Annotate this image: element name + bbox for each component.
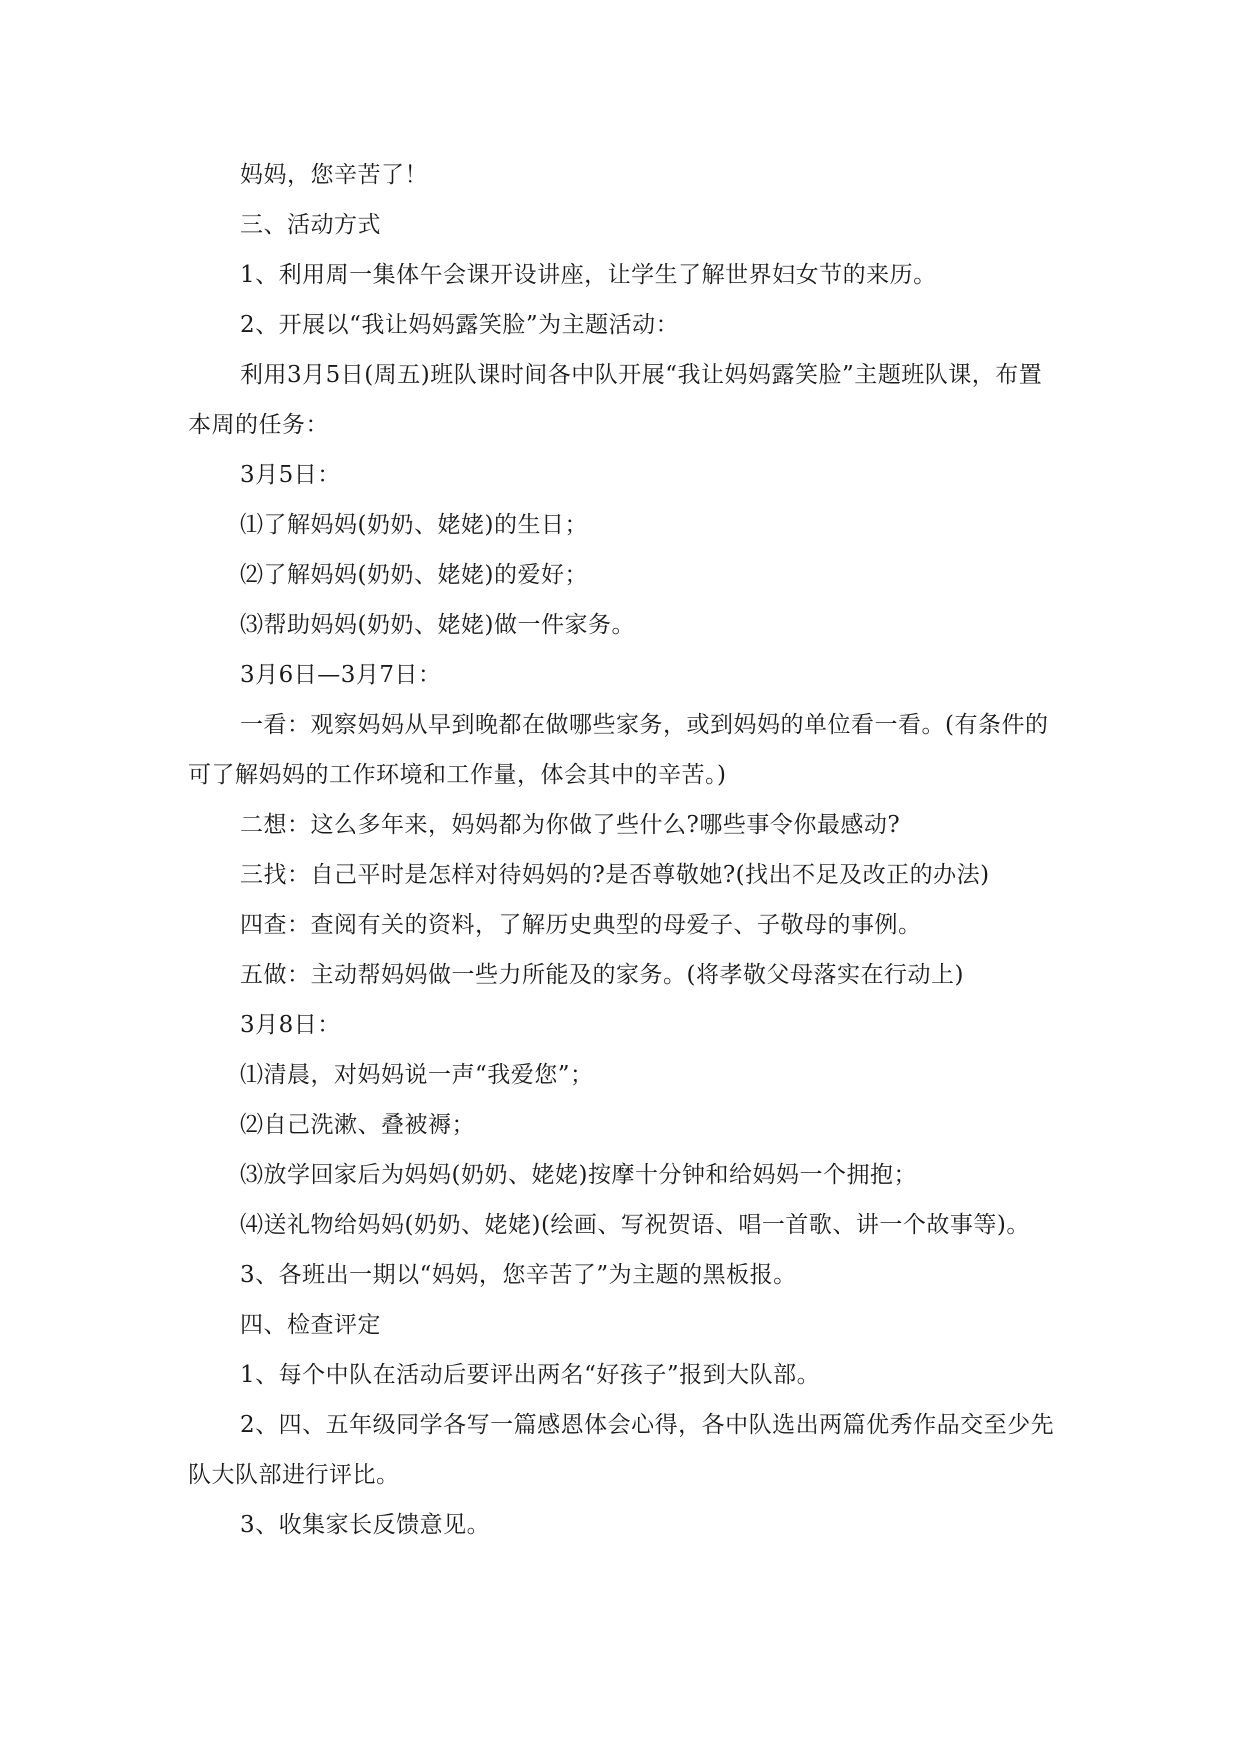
list-item: ⑶放学回家后为妈妈(奶奶、姥姥)按摩十分钟和给妈妈一个拥抱；	[240, 1162, 917, 1188]
list-item: ⑷送礼物给妈妈(奶奶、姥姥)(绘画、写祝贺语、唱一首歌、讲一个故事等)。	[240, 1212, 1030, 1238]
list-item: ⑵了解妈妈(奶奶、姥姥)的爱好；	[240, 562, 588, 588]
paragraph: 3、收集家长反馈意见。	[240, 1512, 491, 1538]
paragraph: 利用3月5日(周五)班队课时间各中队开展“我让妈妈露笑脸”主题班队课，布置本周的任务：	[188, 362, 1043, 438]
paragraph: 3月5日：	[240, 462, 341, 488]
paragraph: 妈妈，您辛苦了！	[240, 162, 428, 188]
list-item: ⑵自己洗漱、叠被褥；	[240, 1112, 475, 1138]
paragraph: 2、四、五年级同学各写一篇感恩体会心得，各中队选出两篇优秀作品交至少先队大队部进行评比。	[188, 1412, 1055, 1488]
list-item: ⑶帮助妈妈(奶奶、姥姥)做一件家务。	[240, 612, 635, 638]
list-item: ⑴清晨，对妈妈说一声“我爱您”；	[240, 1062, 594, 1088]
paragraph: 1、每个中队在活动后要评出两名“好孩子”报到大队部。	[240, 1362, 821, 1388]
paragraph: 2、开展以“我让妈妈露笑脸”为主题活动：	[240, 312, 680, 338]
paragraph: 五做：主动帮妈妈做一些力所能及的家务。(将孝敬父母落实在行动上)	[240, 962, 964, 988]
paragraph: 3月6日—3月7日：	[240, 662, 442, 688]
paragraph: 一看：观察妈妈从早到晚都在做哪些家务，或到妈妈的单位看一看。(有条件的可了解妈妈的工作环境和工作量，体会其中的辛苦。)	[188, 712, 1049, 788]
paragraph: 1、利用周一集体午会课开设讲座，让学生了解世界妇女节的来历。	[240, 262, 937, 288]
paragraph: 3月8日：	[240, 1012, 341, 1038]
paragraph: 四查：查阅有关的资料，了解历史典型的母爱子、子敬母的事例。	[240, 912, 922, 938]
section-heading: 四、检查评定	[240, 1312, 381, 1338]
paragraph: 3、各班出一期以“妈妈，您辛苦了”为主题的黑板报。	[240, 1262, 797, 1288]
document-body	[188, 150, 1060, 1550]
section-heading: 三、活动方式	[240, 212, 381, 238]
paragraph: 三找：自己平时是怎样对待妈妈的?是否尊敬她?(找出不足及改正的办法)	[240, 862, 990, 888]
paragraph: 二想：这么多年来，妈妈都为你做了些什么?哪些事令你最感动?	[240, 812, 901, 838]
list-item: ⑴了解妈妈(奶奶、姥姥)的生日；	[240, 512, 588, 538]
